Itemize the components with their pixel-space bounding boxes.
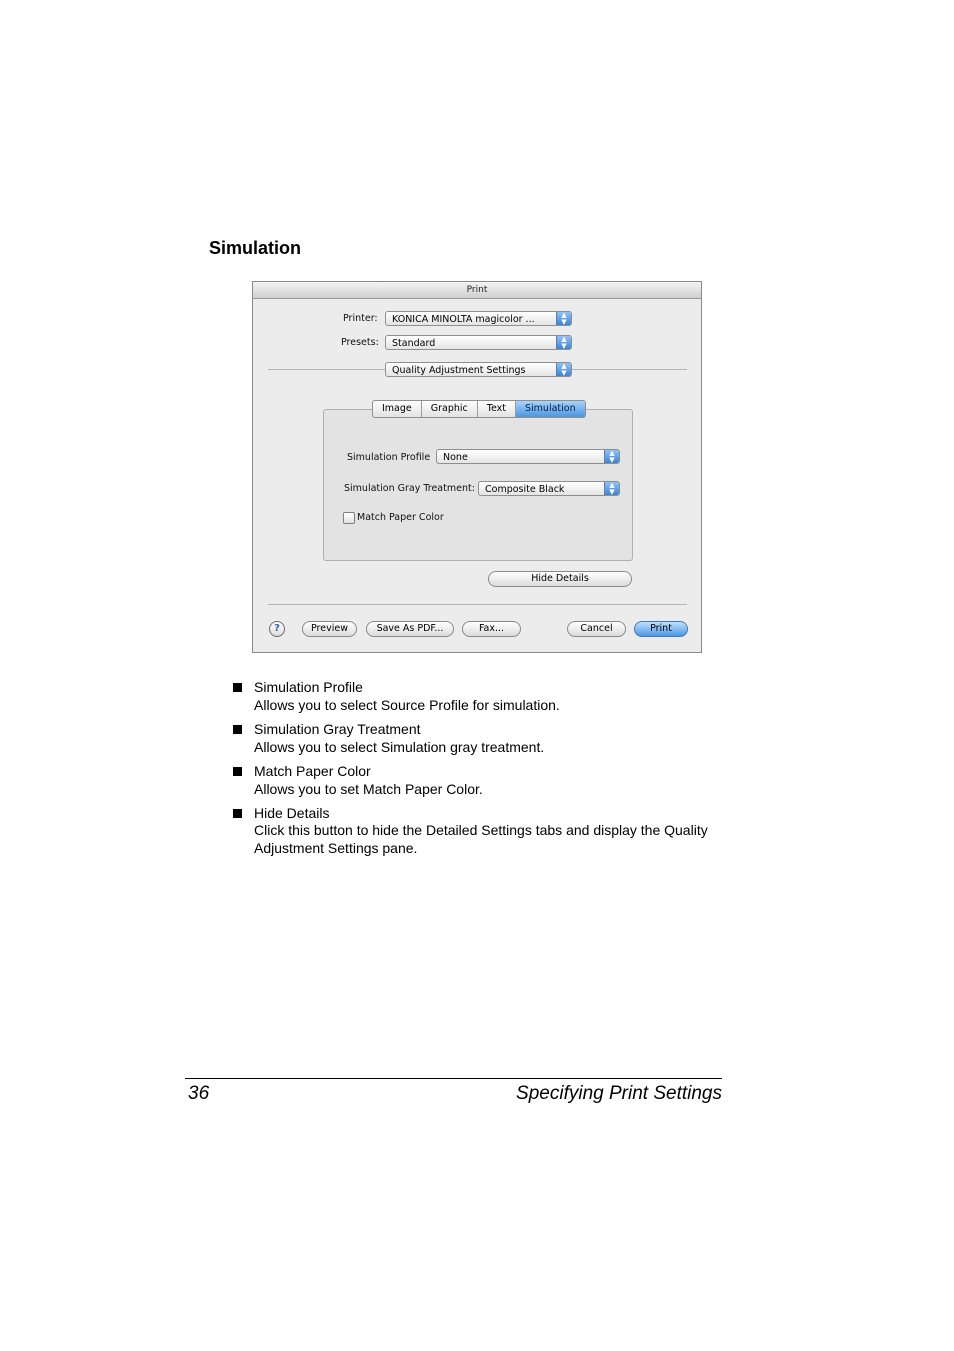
pane-popup[interactable] (385, 362, 572, 377)
save-as-pdf-button[interactable]: Save As PDF... (366, 621, 454, 637)
match-paper-color-label: Match Paper Color (357, 512, 444, 523)
gray-treatment-value: Composite Black (485, 484, 565, 495)
preview-button[interactable]: Preview (302, 621, 357, 637)
item-title: Simulation Gray Treatment (254, 721, 421, 737)
dialog-title: Print (253, 282, 701, 299)
printer-popup-value: KONICA MINOLTA magicolor ... (392, 314, 535, 325)
printer-label: Printer: (343, 313, 378, 324)
print-dialog (252, 281, 702, 653)
presets-popup[interactable] (385, 335, 572, 350)
simulation-profile-value: None (443, 452, 468, 463)
presets-label: Presets: (341, 337, 379, 348)
bullet-icon (233, 725, 242, 734)
match-paper-color-checkbox[interactable] (343, 512, 355, 524)
hide-details-button[interactable]: Hide Details (488, 571, 632, 587)
section-title: Simulation (209, 238, 302, 258)
footer-title: Specifying Print Settings (516, 1083, 722, 1104)
tab-text[interactable]: Text (478, 401, 516, 417)
item-title: Match Paper Color (254, 763, 371, 779)
pane-popup-value: Quality Adjustment Settings (392, 365, 526, 376)
item-description: Adjustment Settings pane. (254, 840, 418, 856)
tab-simulation[interactable]: Simulation (516, 401, 585, 417)
popup-arrows-icon: ▲ ▼ (604, 482, 619, 495)
bullet-icon (233, 683, 242, 692)
item-description: Allows you to select Source Profile for simulation. (254, 697, 560, 713)
popup-arrows-icon: ▲ ▼ (556, 336, 571, 349)
item-title: Simulation Profile (254, 679, 363, 695)
bullet-icon (233, 809, 242, 818)
help-icon[interactable]: ? (269, 621, 285, 637)
simulation-profile-label: Simulation Profile (347, 452, 431, 463)
gray-treatment-label: Simulation Gray Treatment: (344, 483, 475, 494)
item-description: Click this button to hide the Detailed Settings tabs and display the Quality (254, 822, 708, 838)
presets-popup-value: Standard (392, 338, 436, 349)
page-number: 36 (188, 1083, 210, 1104)
popup-arrows-icon: ▲ ▼ (604, 450, 619, 463)
simulation-profile-popup[interactable] (436, 449, 620, 464)
print-button[interactable]: Print (634, 621, 688, 637)
item-title: Hide Details (254, 805, 330, 821)
popup-arrows-icon: ▲ ▼ (556, 363, 571, 376)
gray-treatment-popup[interactable] (478, 481, 620, 496)
printer-popup[interactable] (385, 311, 572, 326)
settings-tabs (372, 400, 586, 418)
cancel-button[interactable]: Cancel (567, 621, 626, 637)
item-description: Allows you to set Match Paper Color. (254, 781, 483, 797)
tab-graphic[interactable]: Graphic (422, 401, 478, 417)
popup-arrows-icon: ▲ ▼ (556, 312, 571, 325)
bottom-separator (268, 604, 687, 605)
fax-button[interactable]: Fax... (462, 621, 521, 637)
tab-image[interactable]: Image (373, 401, 422, 417)
item-description: Allows you to select Simulation gray treatment. (254, 739, 545, 755)
bullet-icon (233, 767, 242, 776)
footer-rule (185, 1078, 722, 1079)
